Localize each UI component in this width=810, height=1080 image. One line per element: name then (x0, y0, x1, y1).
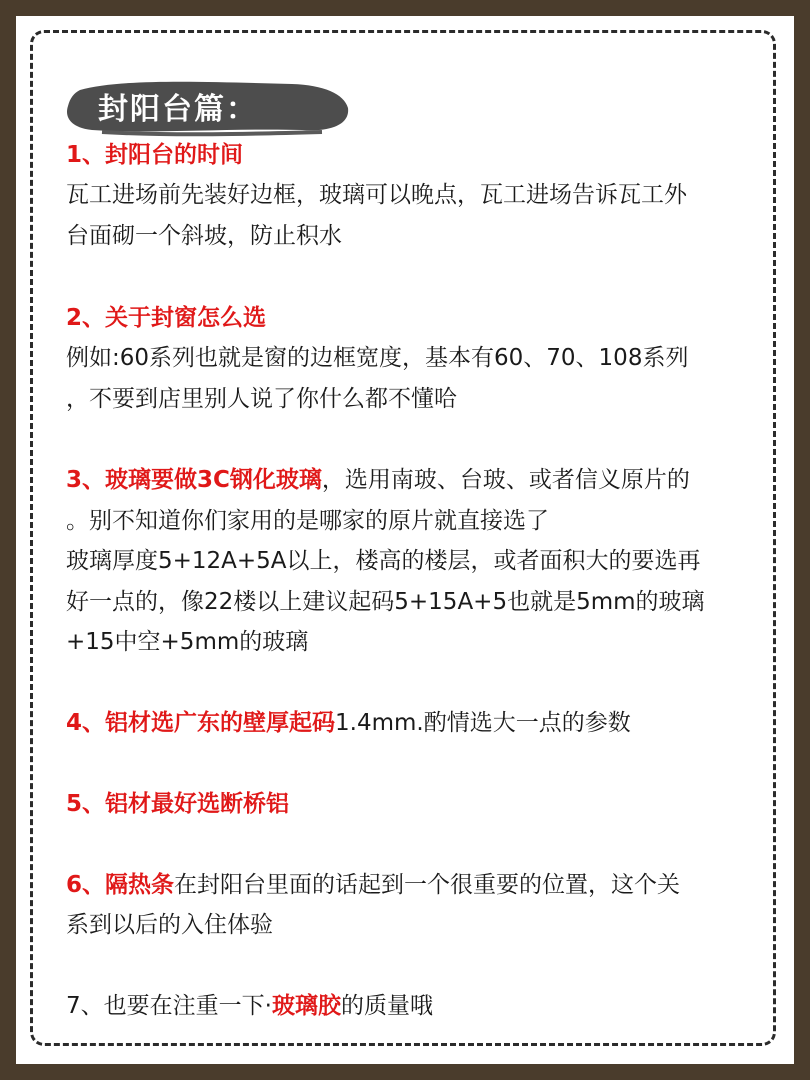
section-6-line-1-rest: 在封阳台里面的话起到一个很重要的位置，这个关 (174, 872, 681, 898)
section-3-line-5: +15中空+5mm的玻璃 (66, 629, 309, 655)
section-5-heading: 5、铝材最好选断桥铝 (66, 791, 290, 817)
section-3-line-4: 好一点的，像22楼以上建议起码5+15A+5也就是5mm的玻璃 (66, 589, 705, 615)
section-7-highlight: 玻璃胶 (271, 993, 341, 1019)
section-3-line-2: 。别不知道你们家用的是哪家的原片就直接选了 (66, 508, 549, 534)
section-3-line-1-rest: ，选用南玻、台玻、或者信义原片的 (321, 467, 690, 493)
page-title: 封阳台篇： (98, 92, 258, 127)
section-7-suffix: 的质量哦 (340, 993, 433, 1019)
section-4-heading: 4、铝材选广东的壁厚起码 (66, 710, 336, 736)
section-6-line-2: 系到以后的入住体验 (66, 912, 273, 938)
section-3-line-3: 玻璃厚度5+12A+5A以上，楼高的楼层，或者面积大的要选再 (66, 548, 701, 574)
section-2-heading: 2、关于封窗怎么选 (66, 305, 267, 331)
section-1-line-2: 台面砌一个斜坡，防止积水 (66, 223, 342, 249)
section-7-line (66, 991, 433, 1021)
section-2-line-1: 例如:60系列也就是窗的边框宽度，基本有60、70、108系列 (66, 345, 689, 371)
section-2-line-2: ，不要到店里别人说了你什么都不懂哈 (66, 386, 457, 412)
section-6-line-1 (66, 870, 680, 900)
section-4-rest: 1.4mm.酌情选大一点的参数 (335, 710, 631, 736)
section-6-highlight: 隔热条 (105, 872, 175, 898)
section-7-prefix: 7、也要在注重一下· (66, 993, 272, 1019)
section-4-line (66, 708, 631, 738)
note-card (16, 16, 794, 1064)
section-6-prefix: 6、 (66, 872, 106, 898)
section-3-heading: 3、玻璃要做3C钢化玻璃 (66, 467, 322, 493)
section-1-heading: 1、封阳台的时间 (66, 142, 244, 168)
section-3-line-1 (66, 465, 690, 495)
title-banner (62, 72, 352, 142)
section-1-line-1: 瓦工进场前先装好边框，玻璃可以晚点，瓦工进场告诉瓦工外 (66, 182, 687, 208)
